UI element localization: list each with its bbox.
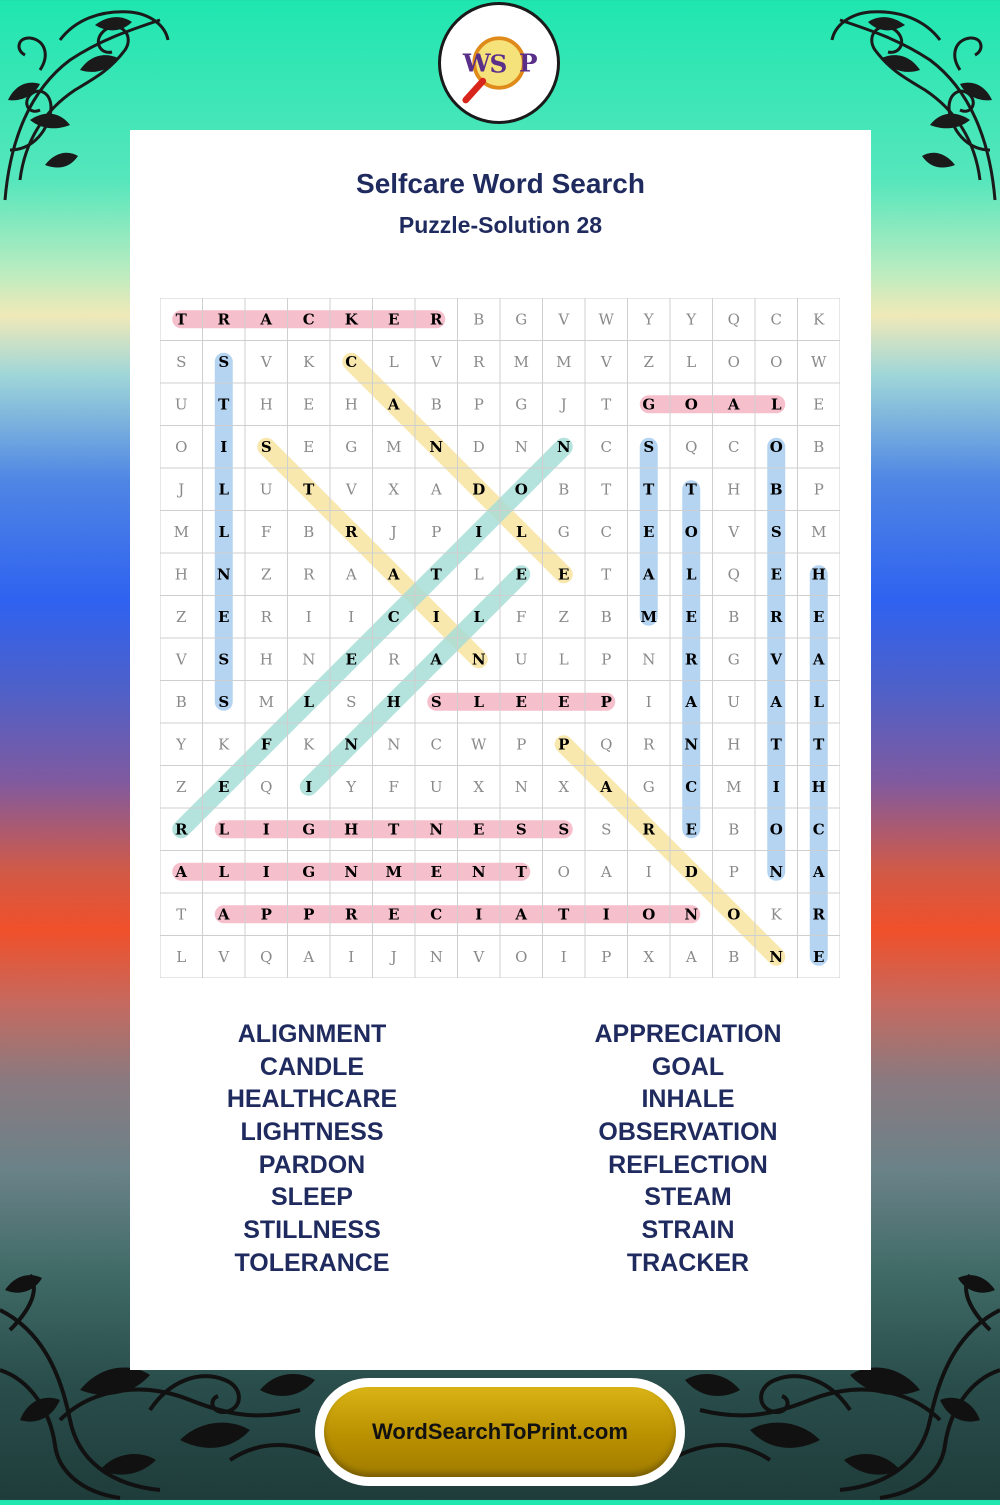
grid-cell[interactable]: M <box>173 522 189 541</box>
grid-cell[interactable]: L <box>218 820 230 839</box>
grid-cell[interactable]: E <box>643 522 655 541</box>
grid-cell[interactable]: O <box>684 522 698 541</box>
grid-cell[interactable]: O <box>175 437 188 456</box>
grid-cell[interactable]: G <box>302 820 316 839</box>
grid-cell[interactable]: N <box>684 735 699 754</box>
grid-cell[interactable]: K <box>813 310 825 329</box>
grid-cell[interactable]: S <box>515 820 527 839</box>
grid-cell[interactable]: V <box>728 522 740 541</box>
grid-cell[interactable]: K <box>303 352 315 371</box>
grid-cell[interactable]: A <box>217 905 230 924</box>
grid-cell[interactable]: W <box>811 352 827 371</box>
grid-cell[interactable]: L <box>770 395 782 414</box>
grid-cell[interactable]: Y <box>643 310 654 329</box>
word-search-grid[interactable] <box>160 298 840 978</box>
word-list-item: TOLERANCE <box>234 1248 390 1277</box>
word-list-item: STILLNESS <box>243 1216 381 1245</box>
grid-cell[interactable]: M <box>258 692 274 711</box>
grid-cell[interactable]: G <box>515 310 528 329</box>
grid-cell[interactable]: R <box>473 352 485 371</box>
grid-cell[interactable]: A <box>260 310 273 329</box>
grid-cell[interactable]: N <box>471 862 486 881</box>
grid-cell[interactable]: L <box>813 692 825 711</box>
grid-cell[interactable]: A <box>387 395 400 414</box>
grid-cell[interactable]: F <box>260 735 272 754</box>
grid-cell[interactable]: R <box>175 820 188 839</box>
grid-cell[interactable]: W <box>471 735 487 754</box>
grid-cell[interactable]: N <box>344 862 359 881</box>
grid-cell[interactable]: V <box>345 480 357 499</box>
grid-cell[interactable]: T <box>218 395 230 414</box>
grid-cell[interactable]: E <box>218 607 230 626</box>
grid-cell[interactable]: S <box>430 692 442 711</box>
grid-cell[interactable]: C <box>600 522 612 541</box>
grid-cell[interactable]: I <box>560 947 567 966</box>
magnifier-handle-icon <box>466 81 483 100</box>
grid-cell[interactable]: N <box>642 650 656 669</box>
grid-cell[interactable]: T <box>601 565 612 584</box>
grid-cell[interactable]: N <box>429 947 443 966</box>
grid-cell[interactable]: Z <box>176 777 187 796</box>
grid-cell[interactable]: L <box>218 862 230 881</box>
grid-cell[interactable]: A <box>685 947 697 966</box>
grid-cell[interactable]: S <box>218 650 230 669</box>
grid-cell[interactable]: P <box>516 735 527 754</box>
grid-cell[interactable]: N <box>429 820 444 839</box>
grid-cell[interactable]: E <box>430 862 442 881</box>
grid-cell[interactable]: L <box>303 692 315 711</box>
grid-cell[interactable]: A <box>600 777 613 796</box>
grid-cell[interactable]: A <box>175 862 188 881</box>
word-list-item: ALIGNMENT <box>237 1020 387 1048</box>
grid-cell[interactable]: X <box>643 947 655 966</box>
grid-cell[interactable]: X <box>558 777 570 796</box>
word-list-item: GOAL <box>651 1052 725 1081</box>
grid-cell[interactable]: S <box>558 820 570 839</box>
grid-cell[interactable]: B <box>769 480 783 499</box>
grid-cell[interactable]: T <box>770 735 782 754</box>
grid-cell[interactable]: A <box>727 395 740 414</box>
grid-cell[interactable]: L <box>176 947 187 966</box>
grid-cell[interactable]: P <box>601 947 612 966</box>
grid-cell[interactable]: B <box>728 820 740 839</box>
grid-cell[interactable]: M <box>556 352 572 371</box>
word-list-item: STEAM <box>644 1183 732 1212</box>
grid-cell[interactable]: V <box>558 310 570 329</box>
grid-cell[interactable]: T <box>430 565 442 584</box>
word-list-item: APPRECIATION <box>594 1020 782 1048</box>
grid-cell[interactable]: R <box>812 905 825 924</box>
grid-cell[interactable]: L <box>515 522 527 541</box>
grid-cell[interactable]: L <box>218 480 230 499</box>
grid-cell[interactable]: E <box>218 777 230 796</box>
site-link-container <box>315 1378 685 1486</box>
grid-cell[interactable]: A <box>600 862 612 881</box>
word-list-item: CANDLE <box>259 1052 365 1081</box>
grid-cell[interactable]: R <box>685 650 698 669</box>
grid-cell[interactable]: I <box>348 947 355 966</box>
grid-cell[interactable]: U <box>429 777 443 796</box>
grid-cell[interactable]: O <box>769 820 783 839</box>
grid-cell[interactable]: T <box>388 820 400 839</box>
grid-cell[interactable]: T <box>643 480 655 499</box>
grid-cell[interactable]: S <box>601 820 612 839</box>
grid-cell[interactable]: K <box>770 905 782 924</box>
grid-cell[interactable]: H <box>727 735 741 754</box>
grid-cell[interactable]: N <box>302 650 316 669</box>
grid-cell[interactable]: H <box>174 565 188 584</box>
grid-cell[interactable]: C <box>812 820 825 839</box>
grid-cell[interactable]: A <box>685 692 698 711</box>
grid-cell[interactable]: I <box>475 522 483 541</box>
grid-cell[interactable]: I <box>220 437 228 456</box>
grid-cell[interactable]: C <box>387 607 400 626</box>
grid-cell[interactable]: U <box>514 650 528 669</box>
grid-cell[interactable]: A <box>812 862 825 881</box>
grid-cell[interactable]: R <box>770 607 783 626</box>
grid-cell[interactable]: G <box>515 395 528 414</box>
grid-cell[interactable]: T <box>515 862 527 881</box>
grid-cell[interactable]: C <box>430 905 443 924</box>
grid-cell[interactable]: K <box>344 310 358 329</box>
grid-cell[interactable]: N <box>471 650 486 669</box>
grid-cell[interactable]: B <box>558 480 570 499</box>
grid-cell[interactable]: B <box>303 522 315 541</box>
grid-cell[interactable]: T <box>685 480 697 499</box>
grid-cell[interactable]: I <box>772 777 780 796</box>
grid-cell[interactable]: E <box>813 607 825 626</box>
grid-cell[interactable]: V <box>218 947 230 966</box>
grid-cell[interactable]: O <box>770 352 783 371</box>
grid-cell[interactable]: Y <box>686 310 697 329</box>
grid-cell[interactable]: Y <box>176 735 187 754</box>
grid-cell[interactable]: M <box>640 607 658 626</box>
grid-cell[interactable]: Z <box>261 565 272 584</box>
puzzle-card <box>130 130 871 1370</box>
word-list-right <box>528 1018 848 1280</box>
grid-cell[interactable]: S <box>643 437 655 456</box>
grid-cell[interactable]: H <box>259 650 273 669</box>
grid-cell[interactable]: S <box>218 352 230 371</box>
word-list-item: INHALE <box>641 1085 735 1114</box>
grid-cell[interactable]: H <box>727 480 741 499</box>
grid-cell[interactable]: C <box>770 310 782 329</box>
grid-cell[interactable]: R <box>643 735 655 754</box>
grid-cell[interactable]: O <box>557 862 570 881</box>
grid-cell[interactable]: M <box>386 437 402 456</box>
word-list-item: OBSERVATION <box>598 1118 778 1147</box>
grid-cell[interactable]: R <box>345 905 358 924</box>
grid-cell[interactable]: L <box>473 607 485 626</box>
grid-cell[interactable]: A <box>430 650 443 669</box>
grid-cell[interactable]: Q <box>727 565 740 584</box>
grid-cell[interactable]: I <box>348 607 355 626</box>
grid-cell[interactable]: E <box>303 437 315 456</box>
grid-cell[interactable]: H <box>344 395 358 414</box>
grid-cell[interactable]: U <box>259 480 273 499</box>
grid-cell[interactable]: I <box>262 862 270 881</box>
grid-cell[interactable]: N <box>769 947 784 966</box>
grid-cell[interactable]: G <box>642 395 656 414</box>
grid-cell[interactable]: N <box>556 437 571 456</box>
grid-cell[interactable]: I <box>475 905 483 924</box>
grid-cell[interactable]: S <box>346 692 357 711</box>
grid-cell[interactable]: L <box>388 352 399 371</box>
grid-cell[interactable]: P <box>431 522 442 541</box>
logo-letter-p: P <box>518 48 538 78</box>
grid-cell[interactable]: B <box>728 947 740 966</box>
grid-cell[interactable]: E <box>473 820 485 839</box>
grid-cell[interactable]: P <box>813 480 824 499</box>
grid-cell[interactable]: A <box>642 565 655 584</box>
grid-cell[interactable]: V <box>260 352 272 371</box>
grid-cell[interactable]: C <box>430 735 442 754</box>
grid-cell[interactable]: O <box>727 905 741 924</box>
grid-cell[interactable]: G <box>345 437 358 456</box>
grid-cell[interactable]: H <box>386 692 401 711</box>
grid-cell[interactable]: S <box>770 522 782 541</box>
grid-cell[interactable]: L <box>473 565 484 584</box>
grid-cell[interactable]: C <box>728 437 740 456</box>
grid-cell[interactable]: P <box>473 395 484 414</box>
grid-cell[interactable]: L <box>686 352 697 371</box>
grid-cell[interactable]: O <box>684 395 698 414</box>
grid-cell[interactable]: C <box>600 437 612 456</box>
grid-cell[interactable]: T <box>601 480 612 499</box>
grid-cell[interactable]: E <box>813 947 825 966</box>
grid-cell[interactable]: Y <box>346 777 357 796</box>
grid-cell[interactable]: R <box>642 820 655 839</box>
grid-cell[interactable]: T <box>558 905 570 924</box>
grid-cell[interactable]: S <box>260 437 272 456</box>
grid-cell[interactable]: B <box>728 607 740 626</box>
grid-cell[interactable]: Z <box>176 607 187 626</box>
grid-cell[interactable]: Q <box>685 437 698 456</box>
grid-cell[interactable]: D <box>472 437 485 456</box>
word-list-left <box>152 1018 472 1280</box>
grid-cell[interactable]: O <box>727 352 740 371</box>
grid-cell[interactable]: Q <box>727 310 740 329</box>
grid-cell[interactable]: U <box>174 395 188 414</box>
grid-cell[interactable]: Z <box>558 607 569 626</box>
grid-cell[interactable]: G <box>727 650 740 669</box>
grid-cell[interactable]: R <box>345 522 358 541</box>
grid-cell[interactable]: J <box>390 947 397 966</box>
grid-cell[interactable]: L <box>558 650 569 669</box>
grid-cell[interactable]: B <box>430 395 442 414</box>
grid-cell[interactable]: X <box>388 480 400 499</box>
grid-cell[interactable]: B <box>813 437 825 456</box>
grid-cell[interactable]: N <box>514 437 528 456</box>
grid-cell[interactable]: T <box>176 905 187 924</box>
grid-cell[interactable]: A <box>430 480 442 499</box>
grid-cell[interactable]: R <box>260 607 272 626</box>
grid-cell[interactable]: B <box>473 310 485 329</box>
grid-cell[interactable]: F <box>388 777 399 796</box>
grid-cell[interactable]: P <box>600 692 612 711</box>
grid-cell[interactable]: O <box>769 437 783 456</box>
grid-cell[interactable]: A <box>812 650 825 669</box>
grid-cell[interactable]: T <box>175 310 187 329</box>
grid-cell[interactable]: M <box>513 352 529 371</box>
page-subtitle: Puzzle-Solution 28 <box>398 212 603 238</box>
grid-cell[interactable]: T <box>601 395 612 414</box>
grid-cell[interactable]: U <box>727 692 741 711</box>
grid-cell[interactable]: I <box>602 905 610 924</box>
word-list-item: REFLECTION <box>608 1150 768 1179</box>
grid-cell[interactable]: N <box>684 905 699 924</box>
word-list-item: HEALTHCARE <box>226 1085 398 1114</box>
grid-cell[interactable]: S <box>218 692 230 711</box>
grid-cell[interactable]: L <box>473 692 485 711</box>
grid-cell[interactable]: A <box>387 565 400 584</box>
grid-cell[interactable]: J <box>560 395 567 414</box>
grid-cell[interactable]: R <box>388 650 400 669</box>
word-list-item: SLEEP <box>271 1183 353 1212</box>
grid-cell[interactable]: F <box>516 607 527 626</box>
grid-cell[interactable]: H <box>811 565 826 584</box>
grid-cell[interactable]: E <box>345 650 357 669</box>
grid-cell[interactable]: I <box>645 692 652 711</box>
grid-cell[interactable]: N <box>429 437 444 456</box>
grid-cell[interactable]: Q <box>600 735 613 754</box>
grid-cell[interactable]: V <box>175 650 187 669</box>
grid-cell[interactable]: N <box>769 862 784 881</box>
grid-cell[interactable]: V <box>430 352 442 371</box>
grid-cell[interactable]: E <box>515 692 527 711</box>
grid-cell[interactable]: V <box>600 352 612 371</box>
grid-cell[interactable]: N <box>216 565 231 584</box>
grid-cell[interactable]: M <box>811 522 827 541</box>
word-list-item: STRAIN <box>641 1216 735 1245</box>
word-list-item: PARDON <box>258 1150 366 1179</box>
grid-cell[interactable]: L <box>218 522 230 541</box>
grid-cell[interactable]: E <box>813 395 825 414</box>
grid-cell[interactable]: N <box>387 735 401 754</box>
grid-cell[interactable]: P <box>601 650 612 669</box>
grid-cell[interactable]: K <box>218 735 230 754</box>
grid-cell[interactable]: X <box>473 777 485 796</box>
page-title: Selfcare Word Search <box>356 168 645 199</box>
grid-cell[interactable]: H <box>344 820 359 839</box>
grid-cell[interactable]: E <box>515 565 527 584</box>
grid-cell[interactable]: A <box>345 565 357 584</box>
grid-cell[interactable]: D <box>684 862 698 881</box>
wsp-logo[interactable] <box>438 2 560 124</box>
logo-letter-w: W <box>462 48 491 78</box>
word-list-item: LIGHTNESS <box>240 1118 384 1147</box>
grid-cell[interactable]: A <box>303 947 315 966</box>
grid-cell[interactable]: R <box>303 565 315 584</box>
grid-cell[interactable]: Z <box>643 352 654 371</box>
grid-cell[interactable]: W <box>598 310 614 329</box>
grid-cell[interactable]: D <box>472 480 486 499</box>
grid-cell[interactable]: I <box>305 607 312 626</box>
grid-cell[interactable]: O <box>642 905 656 924</box>
site-link-button[interactable]: WordSearchToPrint.com <box>324 1387 676 1477</box>
grid-cell[interactable]: A <box>770 692 783 711</box>
grid-cell[interactable]: P <box>260 905 272 924</box>
grid-cell[interactable]: V <box>770 650 783 669</box>
grid-cell[interactable]: M <box>385 862 403 881</box>
grid-cell[interactable]: I <box>305 777 313 796</box>
grid-cell[interactable]: K <box>303 735 315 754</box>
grid-cell[interactable]: G <box>302 862 316 881</box>
word-list-item: TRACKER <box>626 1248 750 1277</box>
grid-cell[interactable]: E <box>303 395 315 414</box>
grid-cell[interactable]: R <box>430 310 443 329</box>
grid-cell[interactable]: J <box>178 480 185 499</box>
logo-letter-s: S <box>489 49 508 79</box>
grid-cell[interactable]: O <box>514 480 528 499</box>
grid-cell[interactable]: B <box>600 607 612 626</box>
grid-cell[interactable]: I <box>432 607 440 626</box>
grid-cell[interactable]: L <box>685 565 697 584</box>
grid-cell[interactable]: I <box>645 862 652 881</box>
grid-cell[interactable]: G <box>642 777 655 796</box>
grid-cell[interactable]: S <box>176 352 187 371</box>
grid-cell[interactable]: M <box>726 777 742 796</box>
grid-cell[interactable]: G <box>557 522 570 541</box>
grid-cell[interactable]: T <box>303 480 315 499</box>
grid-cell[interactable]: C <box>345 352 358 371</box>
grid-cell[interactable]: H <box>811 777 826 796</box>
grid-cell[interactable]: N <box>514 777 528 796</box>
grid-cell[interactable]: P <box>558 735 570 754</box>
grid-cell[interactable]: E <box>388 905 400 924</box>
grid-cell[interactable]: O <box>515 947 528 966</box>
grid-cell[interactable]: R <box>217 310 230 329</box>
grid-cell[interactable]: Q <box>260 947 273 966</box>
grid-cell[interactable]: F <box>261 522 272 541</box>
grid-cell[interactable]: E <box>685 607 697 626</box>
grid-cell[interactable]: A <box>515 905 528 924</box>
grid-cell[interactable]: E <box>685 820 697 839</box>
grid-cell[interactable]: E <box>558 692 570 711</box>
grid-cell[interactable]: C <box>685 777 698 796</box>
grid-cell[interactable]: Q <box>260 777 273 796</box>
grid-cell[interactable]: I <box>262 820 270 839</box>
grid-cell[interactable]: B <box>175 692 187 711</box>
grid-cell[interactable]: P <box>303 905 315 924</box>
grid-cell[interactable]: P <box>728 862 739 881</box>
grid-cell[interactable]: H <box>259 395 273 414</box>
grid-cell[interactable]: E <box>770 565 782 584</box>
grid-cell[interactable]: V <box>473 947 485 966</box>
grid-cell[interactable]: E <box>558 565 570 584</box>
grid-cell[interactable]: T <box>813 735 825 754</box>
grid-cell[interactable]: N <box>344 735 359 754</box>
grid-cell[interactable]: C <box>302 310 315 329</box>
grid-cell[interactable]: E <box>388 310 400 329</box>
grid-cell[interactable]: J <box>390 522 397 541</box>
